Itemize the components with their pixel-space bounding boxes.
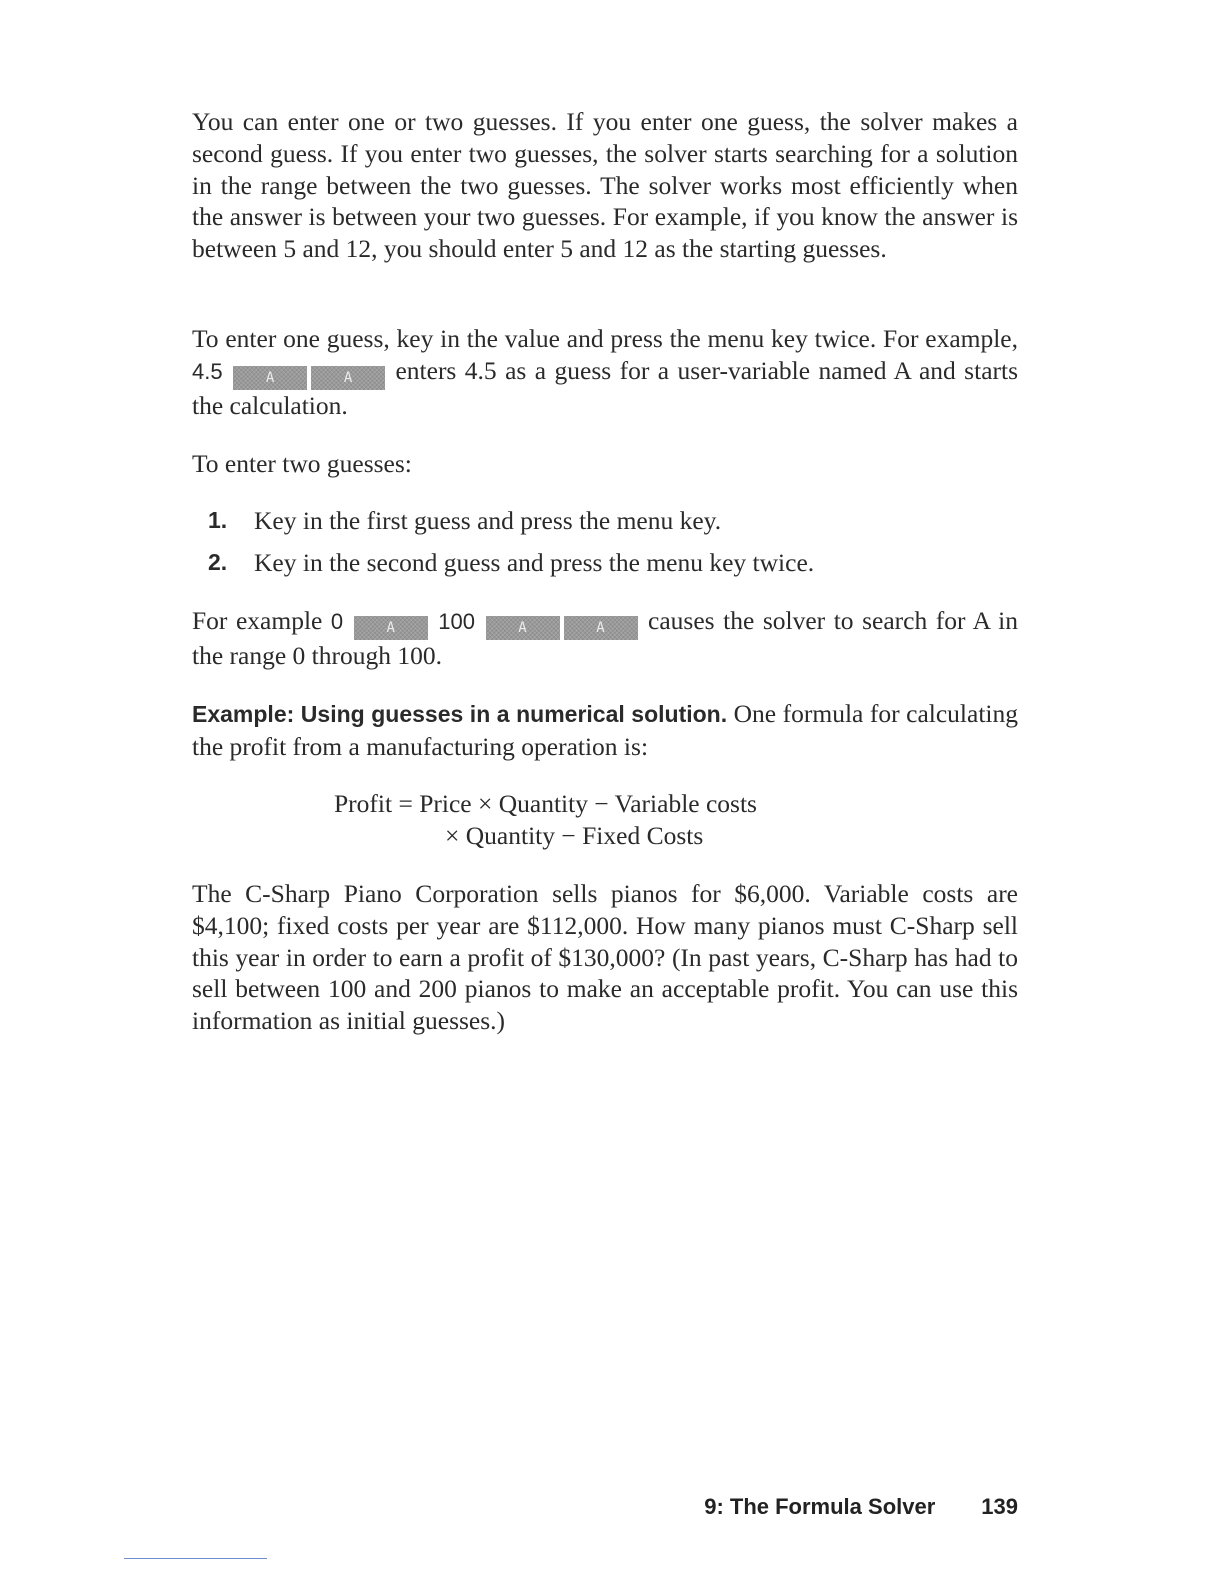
- guess-value-2: 100: [438, 608, 475, 634]
- step-number: 2.: [208, 549, 228, 576]
- menu-key-a: A: [564, 616, 638, 640]
- steps-list: [192, 505, 1018, 579]
- example-title: Example: Using guesses in a numerical solution.: [192, 700, 728, 727]
- step-text: Key in the second guess and press the menu key twice.: [254, 548, 815, 578]
- equation-line-1: Profit = Price × Quantity − Variable costs: [334, 789, 757, 819]
- example-text: One formula for calculating the profit from a manufacturing operation is:: [192, 698, 1018, 761]
- menu-key-a: A: [354, 616, 428, 640]
- two-guess-example: [192, 605, 1018, 672]
- menu-key-a: A: [233, 366, 307, 390]
- for-example-text: For example,: [883, 324, 1019, 353]
- footer-rule: [124, 1558, 267, 1559]
- two-guesses-intro: To enter two guesses:: [192, 448, 412, 478]
- page-footer: [704, 1494, 1018, 1520]
- example-paragraph: [192, 698, 1018, 763]
- two-example-result: causes the solver to search for A in the range 0 through 100.: [192, 605, 1018, 670]
- one-guess-paragraph: [192, 323, 1018, 422]
- step-number: 1.: [208, 507, 228, 534]
- guess-value: 4.5: [192, 358, 223, 384]
- problem-paragraph: The C-Sharp Piano Corporation sells pianos for $6,000. Variable costs are $4,100; fixed costs per year are $112,000. How many pianos must C-Sharp sell this year in order to earn a profit of $130,000? (In past years, C-Sharp has had to sell between 100 and 200 pianos to make an acceptable profit. You can use this information as initial guesses.): [192, 878, 1018, 1036]
- one-guess-result: enters 4.5 as a guess for a user-variable named A and starts the calculation.: [192, 355, 1019, 420]
- profit-equation: [192, 788, 1018, 852]
- menu-key-a: A: [311, 366, 385, 390]
- page-body: [192, 106, 1018, 1037]
- one-guess-line: To enter one guess, key in the value and press the menu key twice.: [192, 324, 877, 353]
- guess-value-1: 0: [330, 608, 344, 634]
- equation-line-2: × Quantity − Fixed Costs: [445, 821, 704, 851]
- list-item: [192, 547, 1018, 579]
- two-example-lead: For example: [192, 605, 323, 635]
- step-text: Key in the first guess and press the menu key.: [254, 506, 722, 536]
- page-number: 139: [981, 1494, 1018, 1519]
- list-item: [192, 505, 1018, 537]
- intro-paragraph: You can enter one or two guesses. If you enter one guess, the solver makes a second guess. If you enter two guesses, the solver starts searching for a solution in the range between the two guesses. The solver works most efficiently when the answer is between your two guesses. For example, if you know the answer is between 5 and 12, you should enter 5 and 12 as the starting guesses.: [192, 107, 1018, 264]
- menu-key-a: A: [486, 616, 560, 640]
- chapter-title: 9: The Formula Solver: [704, 1494, 936, 1519]
